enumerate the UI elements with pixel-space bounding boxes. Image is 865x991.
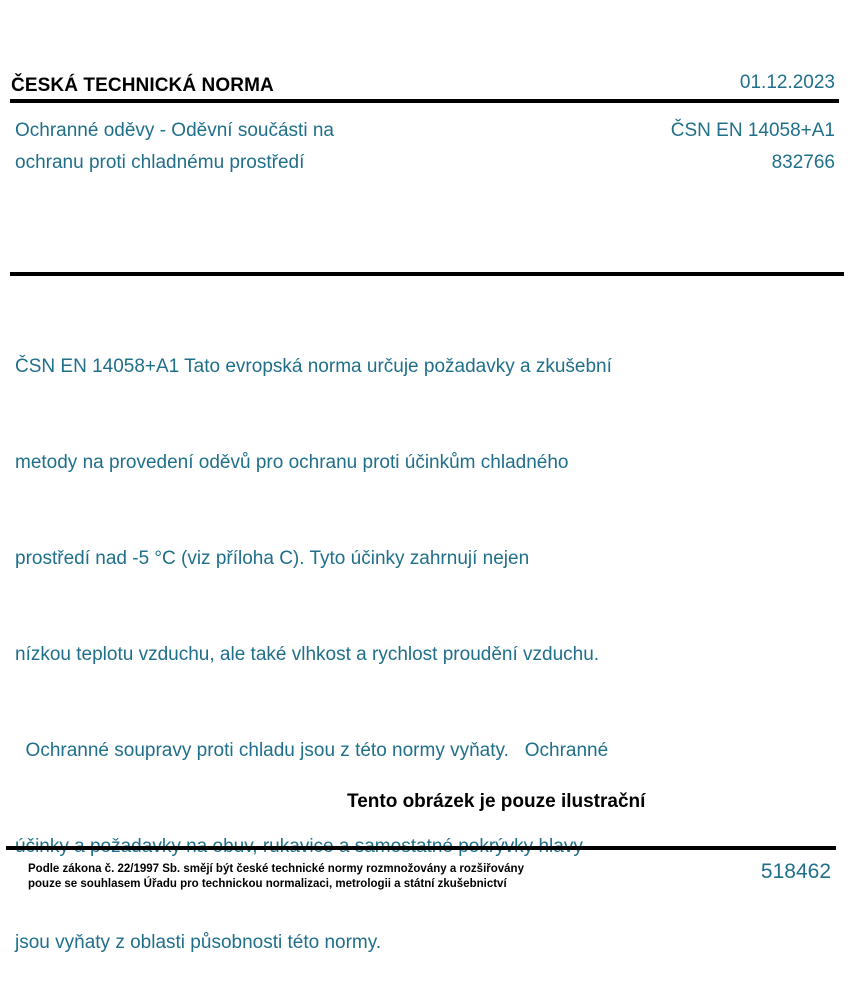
legal-notice-line: Podle zákona č. 22/1997 Sb. smějí být české technické normy rozmnožovány a rozšiřovány: [28, 863, 524, 875]
document-identifier: [671, 115, 835, 179]
publication-date: 01.12.2023: [739, 72, 835, 93]
document-title-line: ochranu proti chladnému prostředí: [15, 152, 305, 173]
footer-divider: [6, 846, 836, 850]
abstract-line: prostředí nad -5 °C (viz příloha C). Tyto účinky zahrnují nejen: [15, 548, 530, 569]
document-title-line: Ochranné oděvy - Oděvní součásti na: [15, 120, 334, 141]
document-number: 518462: [760, 860, 831, 883]
section-divider: [10, 272, 844, 276]
abstract-line: jsou vyňaty z oblasti působnosti této normy.: [15, 932, 382, 953]
legal-notice: [28, 862, 524, 892]
legal-notice-line: pouze se souhlasem Úřadu pro technickou normalizaci, metrologii a státní zkušebnictví: [28, 878, 507, 890]
abstract-line: Ochranné soupravy proti chladu jsou z této normy vyňaty. Ochranné: [15, 740, 609, 761]
classification-number: 832766: [771, 152, 835, 173]
abstract-line: ČSN EN 14058+A1 Tato evropská norma určuje požadavky a zkušební: [15, 356, 612, 377]
illustration-disclaimer: Tento obrázek je pouze ilustrační: [347, 791, 646, 812]
norm-type-heading: ČESKÁ TECHNICKÁ NORMA: [11, 75, 274, 96]
abstract-line: nízkou teplotu vzduchu, ale také vlhkost a rychlost proudění vzduchu.: [15, 644, 600, 665]
header-divider: [10, 99, 839, 103]
abstract-line: metody na provedení oděvů pro ochranu proti účinkům chladného: [15, 452, 569, 473]
document-title: [15, 115, 435, 179]
standard-code: ČSN EN 14058+A1: [670, 120, 835, 141]
